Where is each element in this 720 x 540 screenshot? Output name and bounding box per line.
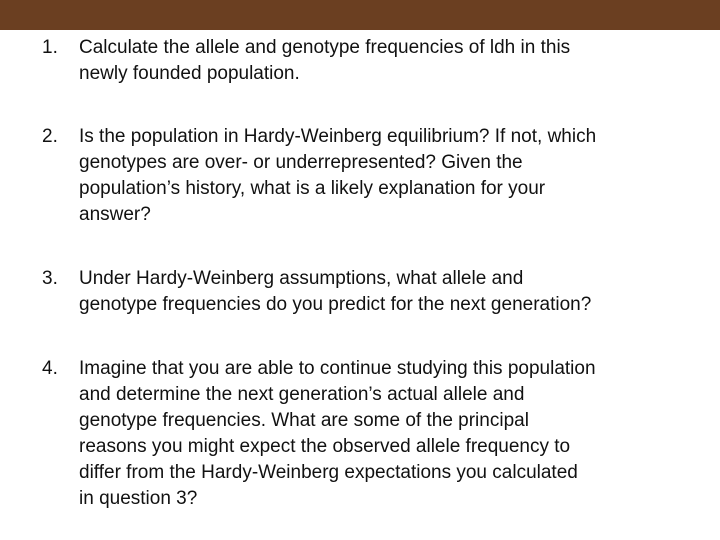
question-number: 1. bbox=[42, 37, 58, 58]
question-line: answer? bbox=[79, 204, 151, 225]
question-line: Calculate the allele and genotype frequencies of ldh in this bbox=[79, 37, 571, 58]
question-line: reasons you might expect the observed allele frequency to bbox=[79, 436, 571, 457]
question-line: genotypes are over- or underrepresented? Given the bbox=[79, 152, 523, 173]
question-number: 2. bbox=[42, 126, 58, 147]
question-number: 3. bbox=[42, 268, 58, 289]
question-text bbox=[79, 266, 691, 318]
question-text bbox=[79, 35, 691, 87]
question-line: in question 3? bbox=[79, 488, 198, 509]
question-line: population’s history, what is a likely explanation for your bbox=[79, 178, 546, 199]
question-line: newly founded population. bbox=[79, 63, 300, 84]
question-line: and determine the next generation’s actual allele and bbox=[79, 384, 525, 405]
question-line: genotype frequencies do you predict for the next generation? bbox=[79, 294, 592, 315]
question-line: genotype frequencies. What are some of the principal bbox=[79, 410, 529, 431]
question-text bbox=[79, 124, 691, 228]
question-line: Imagine that you are able to continue studying this population bbox=[79, 358, 596, 379]
question-number: 4. bbox=[42, 358, 58, 379]
question-text bbox=[79, 356, 691, 512]
question-line: Is the population in Hardy-Weinberg equilibrium? If not, which bbox=[79, 126, 597, 147]
question-line: Under Hardy-Weinberg assumptions, what allele and bbox=[79, 268, 524, 289]
question-line: differ from the Hardy-Weinberg expectations you calculated bbox=[79, 462, 578, 483]
